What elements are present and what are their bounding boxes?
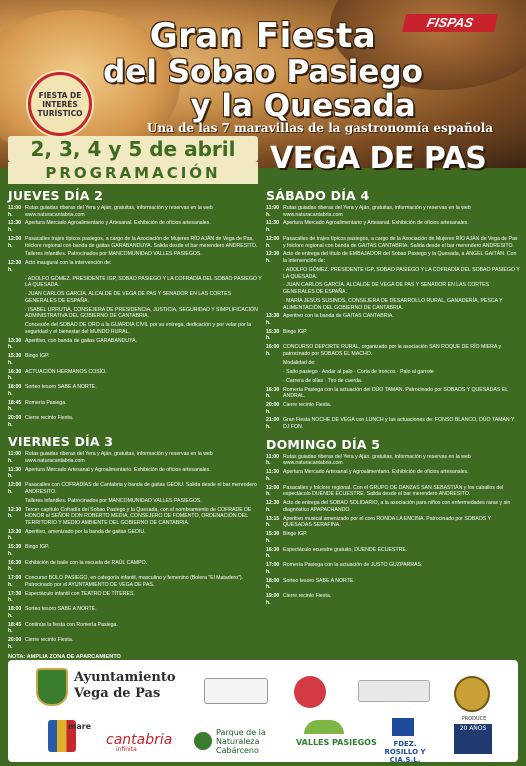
- schedule-text: Aperitivo musical amenizado por el coro RONDA LA ENCINA. Patrocinado por SOBAOS Y QUESADAS SERAFINA.: [283, 515, 491, 529]
- schedule-item: [266, 417, 520, 430]
- schedule-time: 15:30 h.: [266, 531, 280, 544]
- schedule-item: [266, 387, 520, 400]
- schedule-text: Acto de entrega del título de EMBAJADOR del Sobao Pasiego y la Quesada, a ÁNGEL GAITÁN. Con la intervención de:: [283, 251, 517, 265]
- schedule-text: Aperitivo, amenizado por la banda de gaitas GEDIU.: [25, 528, 146, 535]
- schedule-time: 16:30 h.: [266, 546, 280, 560]
- foz-rosillo-icon: [392, 718, 414, 736]
- schedule-text: Acto de entrega del SOBAO SOLIDARIO, a la asociación para niños con enfermedades raras y sin diagnóstico APAPACHANDO.: [283, 500, 511, 513]
- schedule-text: Gran Fiesta NOCHE DE VEGA con LUNCH y las actuaciones de: FONSO BLANCO, DÚO TAMAN Y DJ FON.: [283, 417, 515, 431]
- schedule-item: [266, 547, 520, 560]
- schedule-item: [8, 560, 262, 573]
- schedule-time: 13:30 h.: [266, 313, 280, 326]
- schedule-time: 13:30 h.: [8, 528, 22, 542]
- day-heading: VIERNES DÍA 3: [8, 434, 114, 450]
- schedule-time: 13:30 h.: [8, 337, 22, 351]
- schedule-time: 19:00 h.: [266, 593, 280, 606]
- schedule-item: [266, 251, 520, 264]
- schedule-item: [266, 220, 520, 233]
- schedule-text: Pasacalles con COFRADÍAS de Cantabria y banda de gaitas GEDIU. Salida desde el bar merendero ANDRESITO.: [25, 482, 257, 495]
- schedule-time: 12:00 h.: [266, 484, 280, 498]
- schedule-item: [8, 338, 262, 351]
- schedule-time: 11:30 h.: [8, 220, 21, 234]
- schedule-item: [266, 531, 520, 544]
- title-line-3: y la Quesada: [190, 88, 416, 124]
- schedule-text: Romería Pasiega.: [25, 399, 67, 406]
- schedule-text: Romería Pasiega con la actuación de JUSTO GUZPARRAS.: [283, 562, 423, 569]
- schedule-time: 12:30 h.: [266, 251, 280, 265]
- schedule-time: 17:00 h.: [8, 575, 22, 588]
- igp-logo: [358, 680, 430, 702]
- schedule-time: 11:00 h.: [8, 451, 21, 464]
- day-heading: SÁBADO DÍA 4: [266, 188, 370, 203]
- schedule-text: Apertura Mercado Agroalimentario y Artesanal. Exhibición de oficios artesanales.: [283, 220, 469, 227]
- schedule-time: 11:00 h.: [266, 453, 279, 467]
- schedule-text: Pasacalles y folclore regional. Con el GRUPO DE DANZAS SAN SEBASTIÁN y los caballos del espectáculo DUENDE ECUESTRE. Salida desde el bar merendero ANDRESITO.: [283, 484, 504, 498]
- schedule-item: [8, 507, 262, 527]
- town-name: VEGA DE PAS: [270, 141, 487, 176]
- foz-rosillo-logo: FDEZ. ROSILLO Y CIA.S.L.: [384, 740, 426, 764]
- schedule-detail: Talleres infantiles. Patrocinados por MANCOMUNIDAD VALLES PASIEGOS.: [25, 251, 202, 258]
- schedule-item: [266, 500, 520, 513]
- schedule-item: [8, 544, 262, 557]
- anniversary-logo: 20 AÑOS: [454, 724, 492, 754]
- schedule-time: 12:30 h.: [266, 500, 280, 513]
- title-line-1: Gran Fiesta: [149, 16, 377, 56]
- schedule-text: Cierre recinto Fiesta.: [283, 593, 332, 600]
- schedule-detail: · Salto pasiego · Andar al palo · Corta de troncos · Palo al garrote: [283, 368, 434, 375]
- schedule-item: [8, 236, 262, 249]
- schedule-item: [266, 344, 520, 357]
- schedule-item: [8, 369, 262, 382]
- town-shield-icon: [36, 668, 68, 706]
- schedule-text: Rutas guiadas riberas del Yera y Aján, gratuitas, información y reservas en la web www.naturacantabria.com: [25, 205, 213, 218]
- schedule-time: 15:30 h.: [8, 544, 22, 557]
- schedule-time: 11:30 h.: [8, 466, 21, 480]
- schedule-detail: Modalidad de:: [283, 359, 316, 366]
- schedule-item: [266, 578, 520, 591]
- day-heading: JUEVES DÍA 2: [8, 188, 104, 203]
- fispas-logo: FISPAS: [402, 14, 498, 32]
- schedule-time: 18:45 h.: [8, 621, 22, 635]
- schedule-time: 11:00 h.: [8, 205, 21, 218]
- schedule-detail: · ISABEL URRUTIA, CONSEJERA DE PRESIDENCIA, JUSTICIA, SEGURIDAD Y SIMPLIFICACIÓN ADMINISTRATIVA DEL GOBIERNO DE CANTABRIA.: [25, 306, 258, 320]
- schedule-item: [8, 451, 262, 464]
- schedule-time: 18:00 h.: [8, 606, 22, 619]
- schedule-text: Sorteo tesoro SABE A NORTE.: [283, 577, 355, 584]
- schedule-time: 17:30 h.: [8, 590, 22, 604]
- schedule-time: 12:00 h.: [266, 235, 280, 249]
- cantabria-subtitle: infinita: [116, 746, 137, 753]
- schedule-text: ACTUACIÓN HERMANOS COSÍO.: [25, 368, 107, 375]
- schedule-item: [8, 467, 262, 480]
- mare-label: mare: [68, 722, 92, 731]
- schedule-text: Rutas guiadas riberas del Yera y Aján, gratuitas, información y reservas en la web www.naturacantabria.com: [283, 453, 471, 467]
- schedule-item: [8, 220, 262, 233]
- schedule-text: Pasacalles trajes típicos pasiegos, a cargo de la Asociación de Mujeres RÍO AJÁN de Vega de Pas, folclore regional con banda de gaitas GARABANDUYA. Salida desde el bar merendero ANDRESITO.: [25, 235, 258, 249]
- schedule-time: 20:00 h.: [8, 637, 22, 650]
- schedule-item: [266, 205, 520, 218]
- schedule-text: Apertura Mercado Artesanal y Agroalimentario. Exhibición de oficios artesanales.: [283, 469, 469, 476]
- schedule-time: 16:00 h.: [266, 344, 280, 357]
- schedule-detail: Concesión del SOBAO DE ORO a la GUARDIA CIVIL por su entrega, dedicación y por velar por la seguridad y el bienestar del MUNDO RURAL.: [25, 322, 252, 335]
- schedule-item: [266, 516, 520, 529]
- schedule-text: Apertura Mercado Artesanal y Agroalimentario. Exhibición de oficios artesanales.: [25, 466, 211, 473]
- gobierno-cantabria-logo: [204, 678, 268, 704]
- schedule-item: [8, 575, 262, 588]
- schedule-text: Bingo IGP.: [283, 328, 308, 335]
- schedule-item: [8, 260, 262, 273]
- schedule-item: [8, 591, 262, 604]
- schedule-text: Bingo IGP.: [283, 531, 308, 538]
- schedule-text: Continúa la fiesta con Romería Pasiega.: [25, 621, 118, 628]
- cofradia-seal-icon: [454, 676, 490, 712]
- schedule-time: 20:00 h.: [8, 415, 22, 428]
- schedule-time: 18:45 h.: [8, 399, 22, 413]
- schedule-item: [8, 482, 262, 495]
- schedule-text: Sorteo tesoro SABE A NORTE.: [25, 606, 97, 613]
- schedule-detail: · JUAN CARLOS GARCÍA. ALCALDE DE VEGA DE PAS Y SENADOR EN LAS CORTES GENERALES DE ESPAÑA.: [283, 282, 490, 296]
- schedule-time: 17:00 h.: [266, 562, 280, 575]
- right-schedule-column: [266, 186, 520, 609]
- schedule-text: Rutas guiadas riberas del Yera y Aján, gratuitas, información y reservas en la web www.naturacantabria.com: [283, 205, 471, 218]
- event-dates: 2, 3, 4 y 5 de abril: [8, 136, 258, 162]
- schedule-text: Rutas guiadas riberas del Yera y Aján, gratuitas, información y reservas en la web www.naturacantabria.com: [25, 451, 213, 464]
- schedule-text: Romería Pasiega con la actuación del DÚO TAMAN. Patrocinado por SOBAOS Y QUESADAS EL ANDRAL.: [283, 386, 508, 400]
- schedule-time: 11:30 h.: [266, 469, 279, 482]
- schedule-time: 11:30 h.: [266, 220, 279, 234]
- schedule-detail: · Carrera de ollas · Tiro de cuerda.: [283, 377, 363, 384]
- schedule-item: [266, 329, 520, 342]
- header-banner: [0, 0, 526, 182]
- schedule-time: 11:00 h.: [266, 205, 279, 218]
- schedule-time: 20:00 h.: [266, 402, 280, 415]
- schedule-item: [8, 637, 262, 650]
- sponsors-footer: [8, 660, 518, 762]
- schedule-text: Apertura Mercado Agroalimentario y Artesanal. Exhibición de oficios artesanales.: [25, 220, 211, 227]
- cabarceno-logo: Parque de la Naturaleza Cabárceno: [216, 728, 266, 755]
- valles-pasiegos-logo: VALLES PASIEGOS: [296, 738, 377, 747]
- schedule-text: Aperitivo, con banda de gaitas GARABANDUYA.: [25, 337, 138, 344]
- schedule-item: [8, 606, 262, 619]
- schedule-text: Tercer capítulo Cofradía del Sobao Pasiego y la Quesada, con el nombramiento de COFRADE DE HONOR al SEÑOR DON ROBERTO MEDIA, CONSEJERO DE FOMENTO, ORDENACIÓN DEL TERRITORIO Y MEDIO AMBIENTE DEL GOBIERNO DE CANTABRIA.: [25, 506, 252, 526]
- schedule-time: 12:00 h.: [8, 235, 22, 249]
- schedule-item: [8, 384, 262, 397]
- produce-label: PRODUCE: [461, 716, 487, 722]
- schedule-detail: · ADOLFO GÓMEZ. PRESIDENTE IGP, SOBAO PASIEGO Y LA COFRADÍA DEL SOBAO PASIEGO Y LA QUESADA.: [283, 266, 520, 280]
- schedule-item: [8, 205, 262, 218]
- schedule-text: Cierre recinto Fiesta.: [283, 402, 332, 408]
- schedule-text: Espectáculo ecuestre gratuito, DUENDE ECUESTRE.: [283, 546, 408, 553]
- schedule-time: 15:30 h.: [266, 328, 280, 342]
- schedule-time: 15:30 h.: [8, 353, 22, 366]
- schedule-item: [266, 562, 520, 575]
- schedule-time: 12:30 h.: [8, 260, 22, 273]
- schedule-item: [8, 415, 262, 428]
- schedule-item: [8, 353, 262, 366]
- schedule-text: Bingo IGP.: [25, 544, 50, 551]
- schedule-detail: · ADOLFO GÓMEZ. PRESIDENTE IGP, SOBAO PASIEGO Y LA COFRADÍA DEL SOBAO PASIEGO Y LA QUESADA.: [25, 275, 262, 289]
- schedule-time: 16:30 h.: [8, 368, 22, 382]
- schedule-item: [8, 529, 262, 542]
- schedule-text: Concurso BOLO PASIEGO, en categoría infantil, masculino y femenino (Bolera "El Matadero"). Patrocinado por el AYUNTAMIENTO DE VEGA DE PAS.: [25, 575, 244, 588]
- schedule-item: [266, 454, 520, 467]
- parking-note: NOTA: AMPLIA ZONA DE APARCAMIENTO: [8, 654, 121, 661]
- schedule-time: 16:30 h.: [8, 559, 22, 573]
- schedule-detail: · JUAN CARLOS GARCÍA. ALCALDE DE VEGA DE PAS Y SENADOR EN LAS CORTES GENERALES DE ESPAÑA.: [25, 291, 232, 304]
- subtitle: Una de las 7 maravillas de la gastronomía española: [146, 121, 494, 135]
- day-heading: DOMINGO DÍA 5: [266, 436, 381, 452]
- schedule-text: Exhibición de baile con la escuela de RAÚL CAMPO.: [25, 559, 148, 566]
- schedule-time: 13:15 h.: [266, 515, 280, 529]
- schedule-text: Cierre recinto Fiesta.: [25, 637, 74, 644]
- schedule-text: Aperitivo con la banda de GAITAS CANTABRIA.: [283, 313, 394, 320]
- valles-pasiegos-icon: [304, 720, 344, 734]
- schedule-text: Pasacalles de trajes típicos pasiegos, a cargo de la Asociación de Mujeres RÍO AJÁN de Vega de Pas y folclore regional con banda de GAITAS CANTABRIA. Salida desde el bar merendero ANDRESITO.: [283, 235, 518, 249]
- left-schedule-column: [8, 186, 262, 660]
- schedule-text: Sorteo tesoro SABE A NORTE.: [25, 384, 97, 391]
- schedule-detail: Talleres infantiles. Patrocinados por MANCOMUNIDAD VALLES PASIEGOS.: [25, 497, 202, 504]
- schedule-item: [266, 402, 520, 415]
- schedule-time: 12:30 h.: [8, 506, 22, 520]
- sabe-a-norte-logo: [294, 676, 326, 708]
- schedule-text: Acto inaugural con la intervención de:: [25, 260, 112, 267]
- schedule-item: [8, 622, 262, 635]
- schedule-time: 18:00 h.: [8, 384, 22, 397]
- schedule-item: [8, 400, 262, 413]
- title-line-2: del Sobao Pasiego: [103, 54, 423, 90]
- schedule-item: [266, 236, 520, 249]
- cabarceno-icon: [194, 732, 212, 750]
- schedule-item: [266, 593, 520, 606]
- schedule-detail: · MARÍA JESÚS SUSINOS, CONSEJERA DE DESARROLLO RURAL, GANADERÍA, PESCA Y ALIMENTACIÓN DEL GOBIERNO DE CANTABRIA.: [283, 297, 503, 311]
- schedule-item: [266, 469, 520, 482]
- schedule-text: Bingo IGP.: [25, 353, 50, 360]
- schedule-text: CONCURSO DEPORTE RURAL, organizado por la asociación SAN ROQUE DE RÍO MIERA y patrocinado por SOBAOS EL MACHO.: [283, 344, 502, 357]
- schedule-time: 12:00 h.: [8, 482, 22, 495]
- tourist-interest-badge: FIESTA DE INTERÉS TURÍSTICO: [28, 72, 92, 136]
- schedule-text: Espectáculo infantil con TEATRO DE TÍTERES.: [25, 590, 135, 597]
- schedule-time: 18:00 h.: [266, 577, 280, 591]
- schedule-item: [266, 313, 520, 326]
- cantabria-logo: cantabria: [106, 732, 173, 748]
- schedule-time: 21:00 h.: [266, 417, 280, 431]
- programacion-label: PROGRAMACIÓN: [8, 162, 258, 184]
- schedule-text: Cierre recinto Fiesta.: [25, 415, 74, 422]
- schedule-time: 16:30 h.: [266, 386, 280, 400]
- schedule-item: [266, 485, 520, 498]
- ayuntamiento-logo: Ayuntamiento Vega de Pas: [74, 670, 176, 701]
